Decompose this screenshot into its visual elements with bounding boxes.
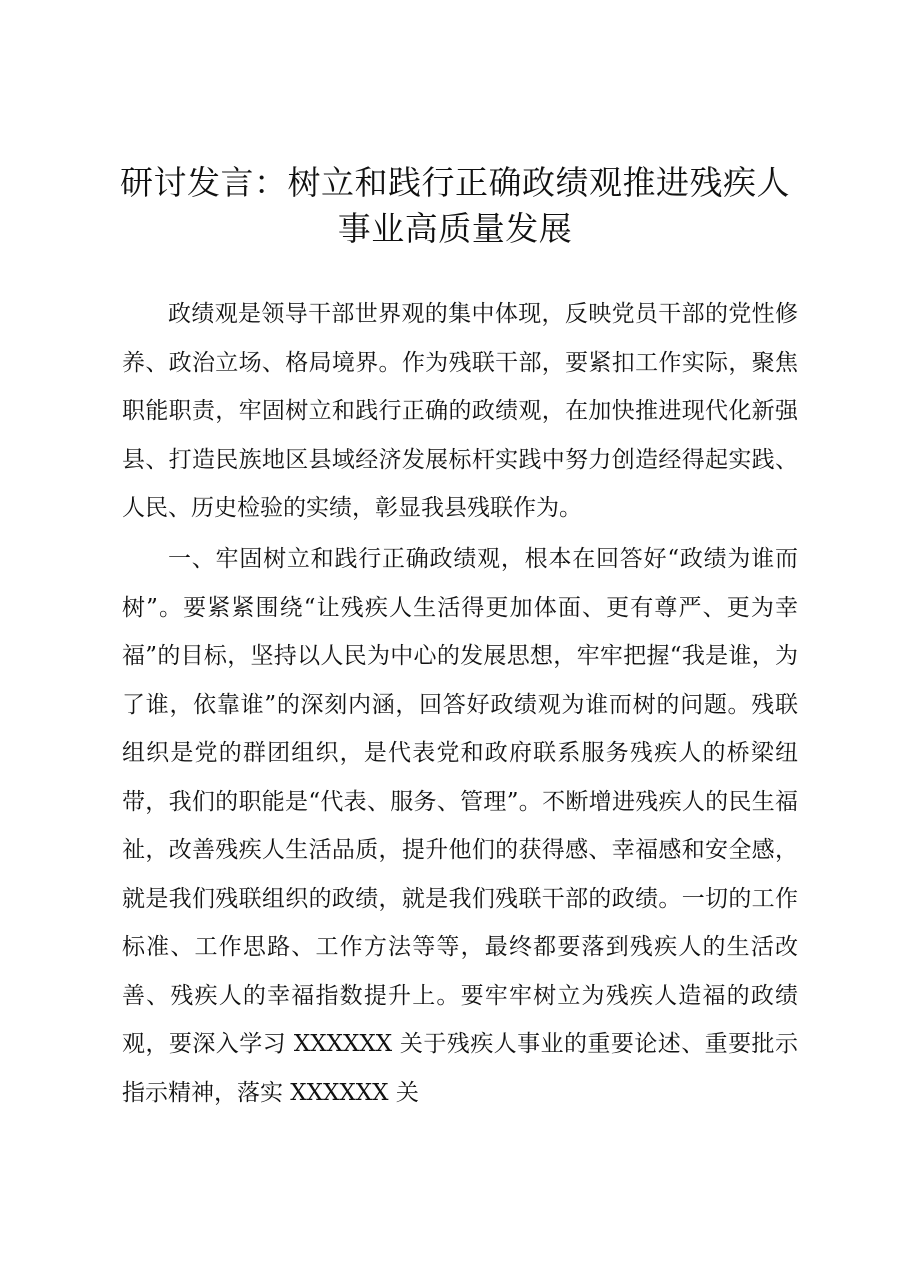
title-line-2: 事业高质量发展 — [337, 209, 573, 248]
document-title — [110, 160, 800, 252]
paragraph-section-one: 一、牢固树立和践行正确政绩观，根本在回答好“政绩为谁而树”。要紧紧围绕“让残疾人生活得更加体面、更有尊严、更为幸福”的目标，坚持以人民为中心的发展思想，牢牢把握“我是谁，为了谁，依靠谁”的深刻内涵，回答好政绩观为谁而树的问题。残联组织是党的群团组织，是代表党和政府联系服务残疾人的桥梁纽带，我们的职能是“代表、服务、管理”。不断增进残疾人的民生福祉，改善残疾人生活品质，提升他们的获得感、幸福感和安全感，就是我们残联组织的政绩，就是我们残联干部的政绩。一切的工作标准、工作思路、工作方法等等，最终都要落到残疾人的生活改善、残疾人的幸福指数提升上。要牢牢树立为残疾人造福的政绩观，要深入学习 XXXXXX 关于残疾人事业的重要论述、重要批示指示精神，落实 XXXXXX 关 — [122, 546, 798, 1106]
title-line-1: 研讨发言：树立和践行正确政绩观推进残疾人 — [120, 163, 790, 202]
paragraph-intro: 政绩观是领导干部世界观的集中体现，反映党员干部的党性修养、政治立场、格局境界。作为残联干部，要紧扣工作实际，聚焦职能职责，牢固树立和践行正确的政绩观，在加快推进现代化新强县、打造民族地区县域经济发展标杆实践中努力创造经得起实践、人民、历史检验的实绩，彰显我县残联作为。 — [122, 301, 798, 521]
